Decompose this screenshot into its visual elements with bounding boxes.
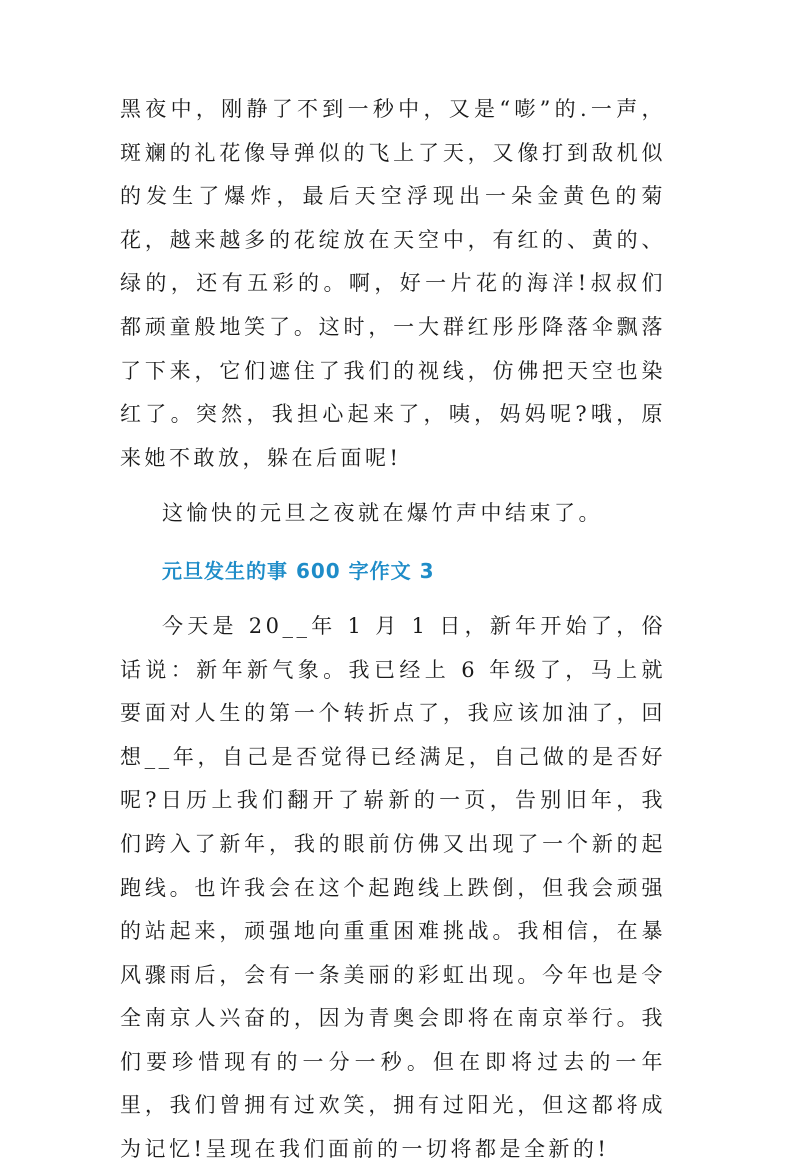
document-page [120,88,666,1172]
paragraph-closing: 这愉快的元旦之夜就在爆竹声中结束了。 [162,501,603,526]
paragraph-new-year: 今天是 20__年 1 月 1 日，新年开始了，俗话说：新年新气象。我已经上 6 年级了，马上就要面对人生的第一个转折点了，我应该加油了，回想__年，自己是否觉得已经满足，自己做的是否好呢?日历上我们翻开了崭新的一页，告别旧年，我们跨入了新年，我的眼前仿佛又出现了一个新的起跑线。也许我会在这个起跑线上跌倒，但我会顽强的站起来，顽强地向重重困难挑战。我相信，在暴风骤雨后，会有一条美丽的彩虹出现。今年也是令全南京人兴奋的，因为青奥会即将在南京举行。我们要珍惜现有的一分一秒。但在即将过去的一年里，我们曾拥有过欢笑，拥有过阳光，但这都将成为记忆!呈现在我们面前的一切将都是全新的! [120,613,666,1162]
section-heading: 元旦发生的事 600 字作文 3 [162,558,435,583]
paragraph-fireworks: 黑夜中，刚静了不到一秒中，又是“嘭”的.一声，斑斓的礼花像导弹似的飞上了天，又像打到敌机似的发生了爆炸，最后天空浮现出一朵金黄色的菊花，越来越多的花绽放在天空中，有红的、黄的、绿的，还有五彩的。啊，好一片花的海洋!叔叔们都顽童般地笑了。这时，一大群红彤彤降落伞飘落了下来，它们遮住了我们的视线，仿佛把天空也染红了。突然，我担心起来了，咦，妈妈呢?哦，原来她不敢放，躲在后面呢! [120,97,666,470]
